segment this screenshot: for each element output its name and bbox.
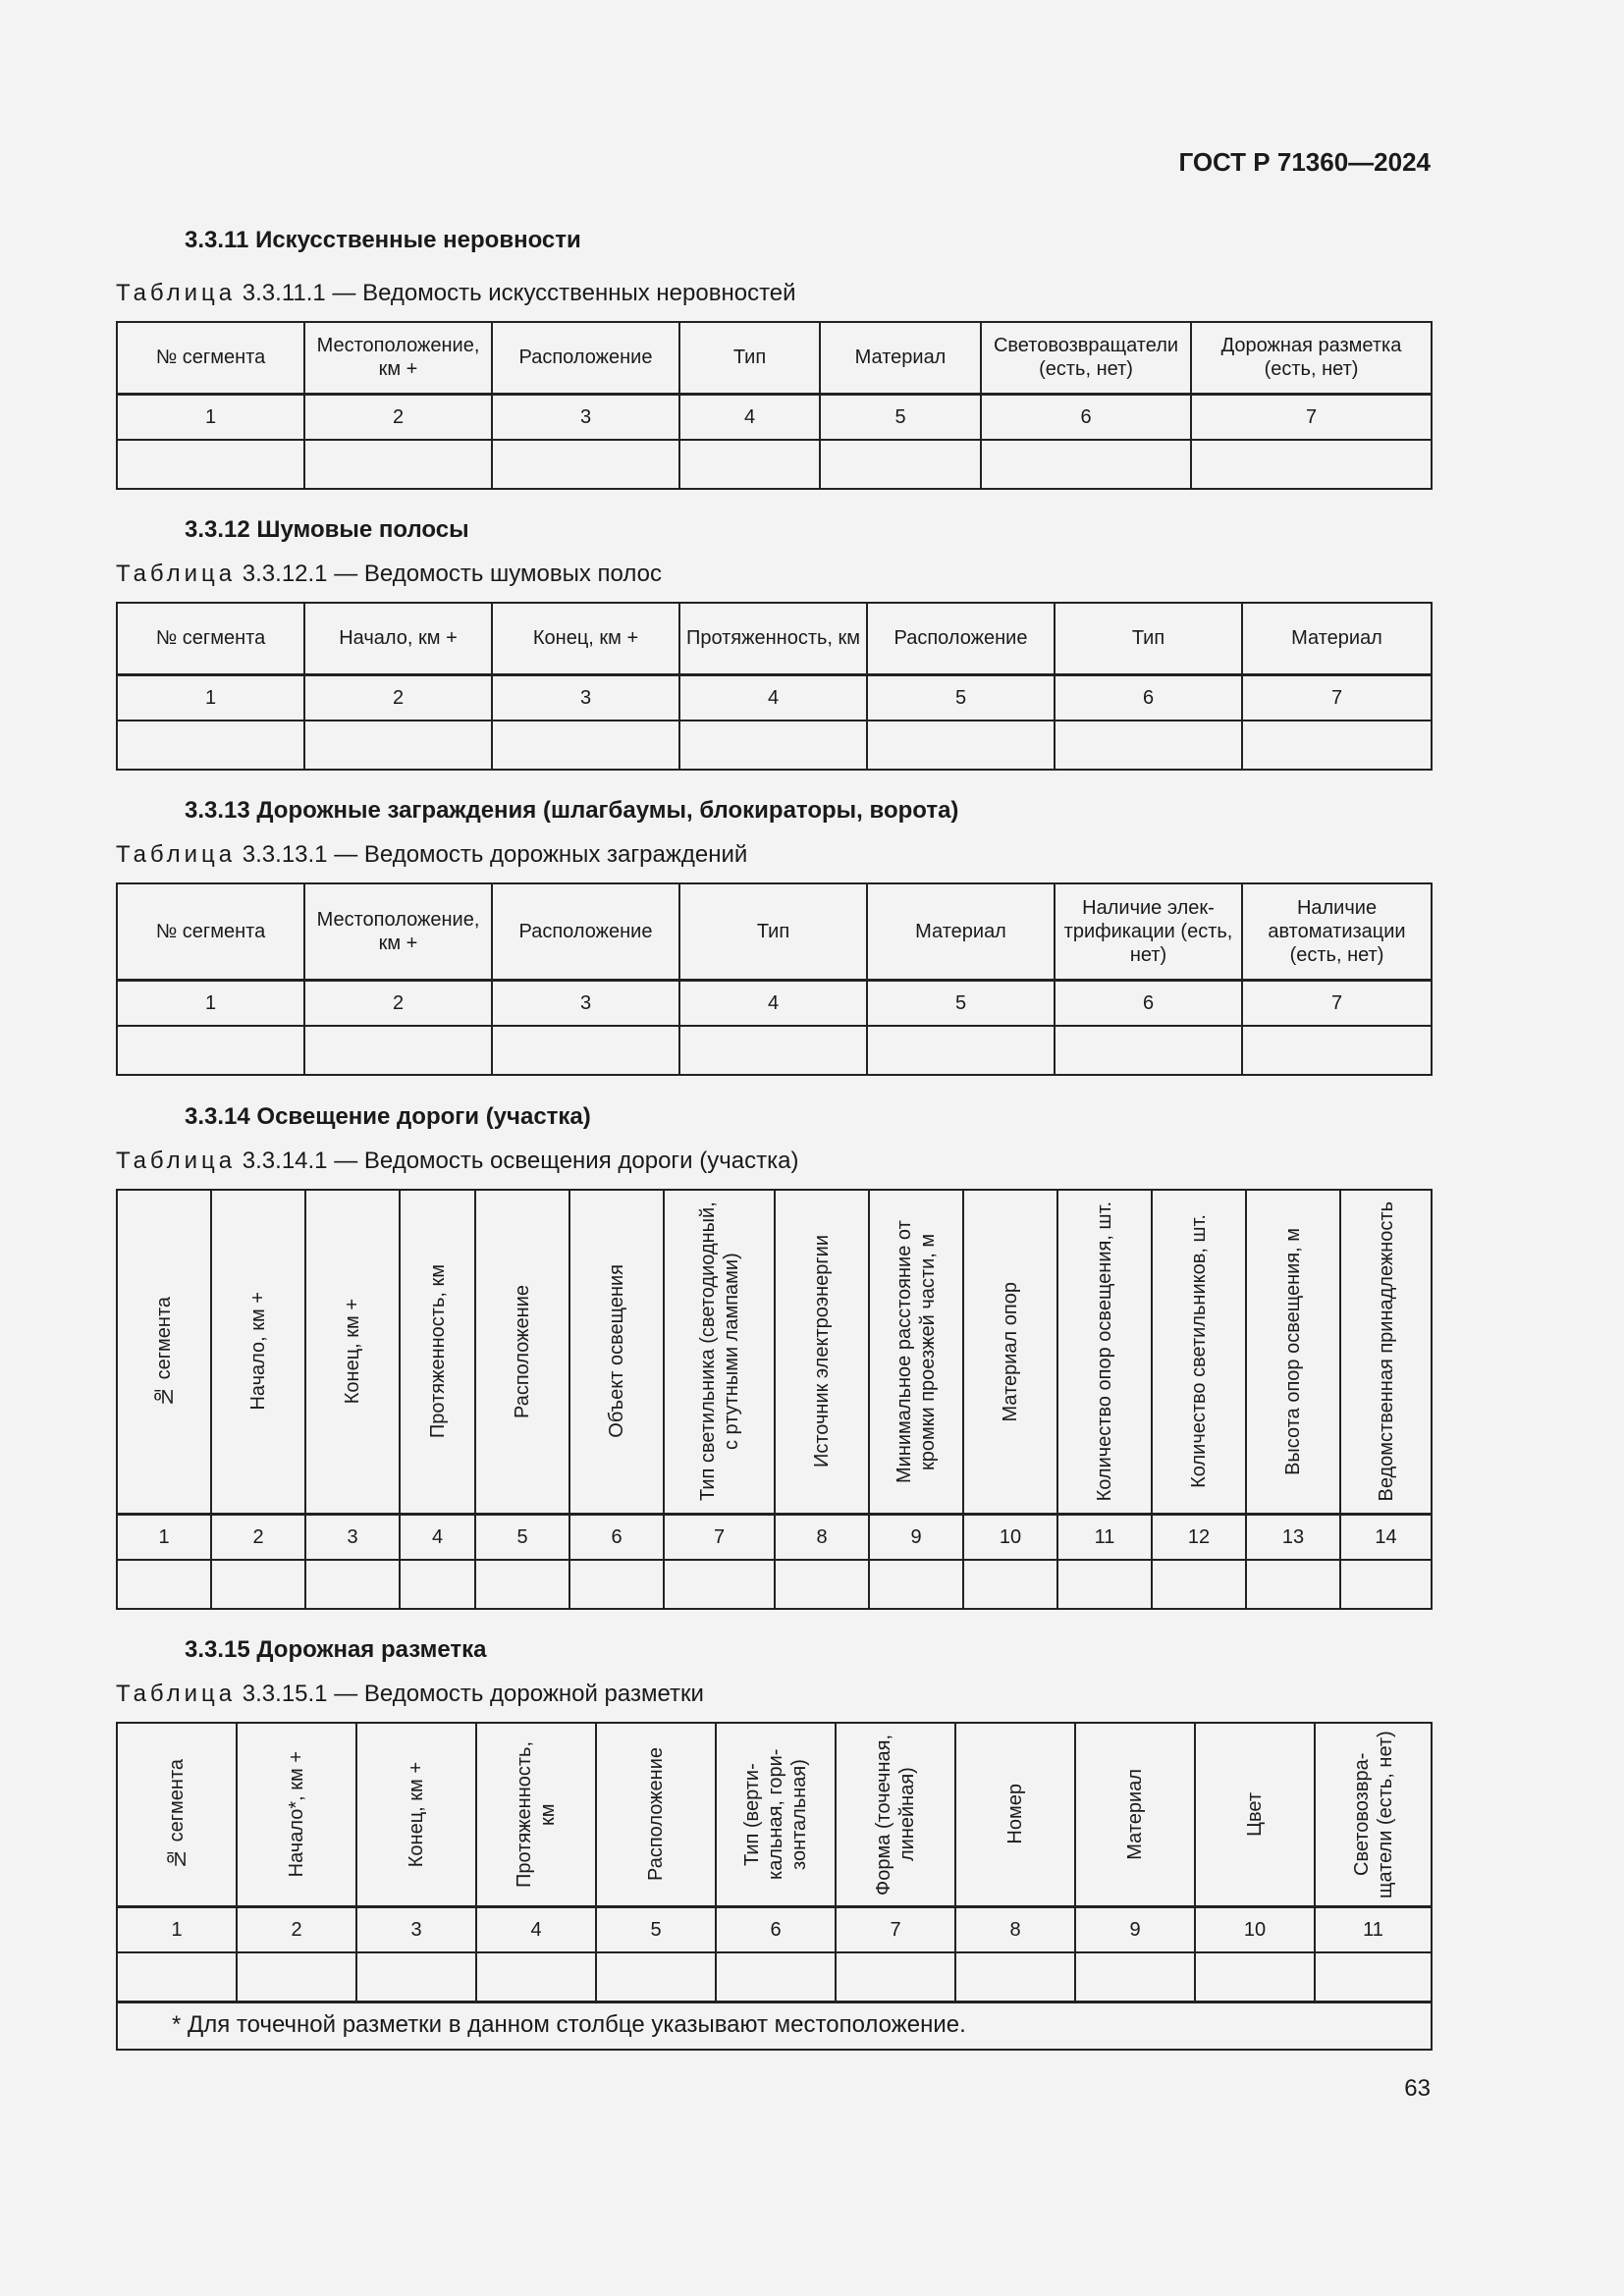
section-title-3-3-15: 3.3.15 Дорожная разметка	[185, 1636, 487, 1663]
page-number: 63	[1404, 2075, 1431, 2102]
header-text: Ведомственная принадлежность	[1375, 1201, 1397, 1502]
caption-text: 3.3.11.1 — Ведомость искусственных неровностей	[242, 280, 796, 306]
data-cell	[1055, 1026, 1242, 1075]
data-cell	[981, 440, 1191, 489]
data-cell	[820, 440, 981, 489]
column-number: 4	[476, 1906, 596, 1952]
column-number: 5	[867, 980, 1055, 1026]
header-cell	[237, 1723, 356, 1906]
section-title-3-3-12: 3.3.12 Шумовые полосы	[185, 516, 469, 543]
caption-text: 3.3.13.1 — Ведомость дорожных заграждений	[242, 841, 748, 868]
data-cell	[1075, 1952, 1195, 2002]
caption-prefix: Таблица	[116, 841, 237, 868]
header-cell	[963, 1190, 1057, 1514]
caption-prefix: Таблица	[116, 280, 237, 306]
data-cell	[716, 1952, 836, 2002]
header-text: Протяженность, км	[426, 1264, 449, 1439]
column-number: 1	[117, 1514, 211, 1560]
header-cell	[211, 1190, 305, 1514]
column-number: 7	[664, 1514, 775, 1560]
column-number: 13	[1246, 1514, 1340, 1560]
table-3-3-11-1	[116, 321, 1433, 490]
data-cell	[356, 1952, 476, 2002]
header-text: № сегмента	[153, 1296, 175, 1407]
document-number: ГОСТ Р 71360—2024	[1178, 147, 1431, 177]
data-cell	[596, 1952, 716, 2002]
header-cell	[775, 1190, 869, 1514]
header-text: Количество опор освещения, шт.	[1094, 1201, 1115, 1502]
header-cell	[664, 1190, 775, 1514]
caption-prefix: Таблица	[116, 561, 237, 587]
header-text: Цвет	[1244, 1791, 1266, 1837]
header-text: Минимальное расстояние от кромки проезжей части, м	[893, 1219, 939, 1483]
header-cell: Расположение	[492, 883, 679, 980]
header-cell: Местоположение, км +	[304, 883, 492, 980]
column-number: 14	[1340, 1514, 1432, 1560]
column-number: 11	[1315, 1906, 1432, 1952]
header-cell: Материал	[820, 322, 981, 394]
column-number: 9	[869, 1514, 963, 1560]
empty-data-row	[117, 440, 1432, 489]
header-row	[117, 603, 1432, 674]
column-number: 1	[117, 674, 304, 721]
column-number: 8	[955, 1906, 1075, 1952]
header-cell: Тип	[1055, 603, 1242, 674]
header-row	[117, 322, 1432, 394]
section-title-3-3-13: 3.3.13 Дорожные заграждения (шлагбаумы, блокираторы, ворота)	[185, 797, 959, 824]
column-number-row	[117, 674, 1432, 721]
header-cell: Материал	[867, 883, 1055, 980]
data-cell	[492, 1026, 679, 1075]
data-cell	[664, 1560, 775, 1609]
header-cell: Местоположение, км +	[304, 322, 492, 394]
column-number-row	[117, 980, 1432, 1026]
header-text: Расположение	[645, 1747, 667, 1882]
column-number: 6	[716, 1906, 836, 1952]
column-number: 3	[492, 394, 679, 440]
data-cell	[963, 1560, 1057, 1609]
header-cell: Начало, км +	[304, 603, 492, 674]
data-cell	[117, 1026, 304, 1075]
header-cell	[400, 1190, 475, 1514]
header-cell: Наличие автоматизации (есть, нет)	[1242, 883, 1432, 980]
column-number-row	[117, 394, 1432, 440]
column-number: 3	[492, 674, 679, 721]
column-number: 12	[1152, 1514, 1246, 1560]
header-cell	[869, 1190, 963, 1514]
column-number: 4	[679, 674, 867, 721]
column-number: 7	[1242, 980, 1432, 1026]
header-text: Источник электроэнергии	[811, 1235, 833, 1468]
section-title-3-3-11: 3.3.11 Искусственные неровности	[185, 227, 581, 253]
header-text: Начало*, км +	[286, 1751, 307, 1878]
header-cell: Световозвращатели (есть, нет)	[981, 322, 1191, 394]
data-cell	[1055, 721, 1242, 770]
header-text: Конец, км +	[406, 1761, 427, 1867]
header-cell	[836, 1723, 955, 1906]
column-number: 1	[117, 1906, 237, 1952]
header-text: Объект освещения	[606, 1264, 627, 1439]
column-number: 3	[305, 1514, 400, 1560]
data-cell	[1195, 1952, 1315, 2002]
header-row	[117, 1723, 1432, 1906]
column-number: 2	[304, 394, 492, 440]
data-cell	[679, 721, 867, 770]
data-cell	[1057, 1560, 1152, 1609]
data-cell	[492, 440, 679, 489]
data-cell	[836, 1952, 955, 2002]
data-cell	[304, 1026, 492, 1075]
column-number-row	[117, 1514, 1432, 1560]
empty-data-row	[117, 721, 1432, 770]
header-cell: Тип	[679, 883, 867, 980]
data-cell	[775, 1560, 869, 1609]
table-3-3-15-1	[116, 1722, 1433, 2051]
table-caption-3-3-11-1	[116, 280, 796, 307]
column-number: 7	[836, 1906, 955, 1952]
data-cell	[1340, 1560, 1432, 1609]
header-cell	[475, 1190, 569, 1514]
header-cell: № сегмента	[117, 322, 304, 394]
header-cell: Материал	[1242, 603, 1432, 674]
header-text: Материал	[1124, 1768, 1146, 1860]
header-text: Форма (точечная, линейная)	[873, 1734, 918, 1896]
empty-data-row	[117, 1560, 1432, 1609]
footnote: * Для точечной разметки в данном столбце указывают местоположение.	[117, 2002, 1432, 2050]
column-number: 2	[304, 980, 492, 1026]
header-cell: Расположение	[867, 603, 1055, 674]
data-cell	[304, 440, 492, 489]
data-cell	[1315, 1952, 1432, 2002]
footnote-row	[117, 2002, 1432, 2050]
header-cell	[117, 1723, 237, 1906]
column-number: 4	[679, 980, 867, 1026]
header-text: Количество светильников, шт.	[1188, 1214, 1210, 1489]
table-3-3-12-1	[116, 602, 1433, 771]
data-cell	[305, 1560, 400, 1609]
caption-text: 3.3.15.1 — Ведомость дорожной разметки	[242, 1681, 704, 1707]
data-cell	[117, 721, 304, 770]
empty-data-row	[117, 1952, 1432, 2002]
column-number: 1	[117, 394, 304, 440]
data-cell	[117, 1952, 237, 2002]
table-3-3-13-1	[116, 882, 1433, 1076]
column-number: 5	[820, 394, 981, 440]
header-cell: Расположение	[492, 322, 679, 394]
column-number: 10	[963, 1514, 1057, 1560]
header-cell	[1315, 1723, 1432, 1906]
header-text: Протяженность, км	[514, 1740, 559, 1888]
header-cell	[1057, 1190, 1152, 1514]
data-cell	[1191, 440, 1432, 489]
caption-text: 3.3.14.1 — Ведомость освещения дороги (участка)	[242, 1148, 799, 1174]
data-cell	[1152, 1560, 1246, 1609]
column-number: 5	[475, 1514, 569, 1560]
column-number: 11	[1057, 1514, 1152, 1560]
data-cell	[1242, 1026, 1432, 1075]
caption-prefix: Таблица	[116, 1148, 237, 1174]
data-cell	[117, 1560, 211, 1609]
header-cell	[1075, 1723, 1195, 1906]
column-number: 6	[1055, 980, 1242, 1026]
header-row	[117, 883, 1432, 980]
column-number: 3	[492, 980, 679, 1026]
column-number: 7	[1191, 394, 1432, 440]
header-cell: Тип	[679, 322, 820, 394]
data-cell	[476, 1952, 596, 2002]
data-cell	[679, 440, 820, 489]
column-number: 2	[237, 1906, 356, 1952]
column-number: 7	[1242, 674, 1432, 721]
section-title-3-3-14: 3.3.14 Освещение дороги (участка)	[185, 1103, 591, 1130]
column-number: 1	[117, 980, 304, 1026]
header-cell	[1195, 1723, 1315, 1906]
table-caption-3-3-15-1	[116, 1681, 704, 1708]
header-cell: Конец, км +	[492, 603, 679, 674]
data-cell	[492, 721, 679, 770]
header-text: № сегмента	[166, 1759, 188, 1870]
data-cell	[867, 1026, 1055, 1075]
column-number: 5	[867, 674, 1055, 721]
column-number: 5	[596, 1906, 716, 1952]
data-cell	[211, 1560, 305, 1609]
data-cell	[569, 1560, 664, 1609]
header-row	[117, 1190, 1432, 1514]
data-cell	[400, 1560, 475, 1609]
header-cell: № сегмента	[117, 603, 304, 674]
table-3-3-14-1	[116, 1189, 1433, 1610]
column-number: 6	[981, 394, 1191, 440]
header-text: Конец, км +	[342, 1299, 363, 1405]
column-number: 6	[1055, 674, 1242, 721]
table-caption-3-3-12-1	[116, 561, 662, 588]
column-number: 10	[1195, 1906, 1315, 1952]
header-text: Тип (вертикальная, горизонтальная)	[741, 1748, 810, 1880]
header-cell	[955, 1723, 1075, 1906]
data-cell	[955, 1952, 1075, 2002]
column-number-row	[117, 1906, 1432, 1952]
header-cell	[716, 1723, 836, 1906]
header-cell	[1152, 1190, 1246, 1514]
column-number: 6	[569, 1514, 664, 1560]
empty-data-row	[117, 1026, 1432, 1075]
column-number: 4	[679, 394, 820, 440]
data-cell	[1242, 721, 1432, 770]
header-cell	[305, 1190, 400, 1514]
header-text: Расположение	[512, 1284, 533, 1418]
column-number: 4	[400, 1514, 475, 1560]
header-cell	[476, 1723, 596, 1906]
caption-prefix: Таблица	[116, 1681, 237, 1707]
header-cell	[596, 1723, 716, 1906]
header-text: Световозвращатели (есть, нет)	[1350, 1730, 1396, 1898]
header-cell	[569, 1190, 664, 1514]
header-cell: Протяженность, км	[679, 603, 867, 674]
header-cell	[356, 1723, 476, 1906]
header-cell: Дорожная разметка (есть, нет)	[1191, 322, 1432, 394]
column-number: 3	[356, 1906, 476, 1952]
column-number: 9	[1075, 1906, 1195, 1952]
header-text: Начало, км +	[247, 1292, 269, 1412]
column-number: 8	[775, 1514, 869, 1560]
data-cell	[869, 1560, 963, 1609]
header-text: Высота опор освещения, м	[1282, 1227, 1304, 1475]
header-text: Материал опор	[1000, 1281, 1021, 1421]
data-cell	[867, 721, 1055, 770]
data-cell	[679, 1026, 867, 1075]
table-caption-3-3-13-1	[116, 841, 747, 869]
column-number: 2	[211, 1514, 305, 1560]
header-cell: Наличие электрификации (есть, нет)	[1055, 883, 1242, 980]
header-cell	[117, 1190, 211, 1514]
caption-text: 3.3.12.1 — Ведомость шумовых полос	[242, 561, 662, 587]
column-number: 2	[304, 674, 492, 721]
data-cell	[237, 1952, 356, 2002]
table-caption-3-3-14-1	[116, 1148, 798, 1175]
data-cell	[1246, 1560, 1340, 1609]
data-cell	[117, 440, 304, 489]
header-text: Номер	[1004, 1784, 1026, 1845]
data-cell	[304, 721, 492, 770]
header-cell	[1246, 1190, 1340, 1514]
data-cell	[475, 1560, 569, 1609]
header-cell	[1340, 1190, 1432, 1514]
header-text: Тип светильника (светодиодный, с ртутными лампами)	[696, 1201, 742, 1502]
header-cell: № сегмента	[117, 883, 304, 980]
